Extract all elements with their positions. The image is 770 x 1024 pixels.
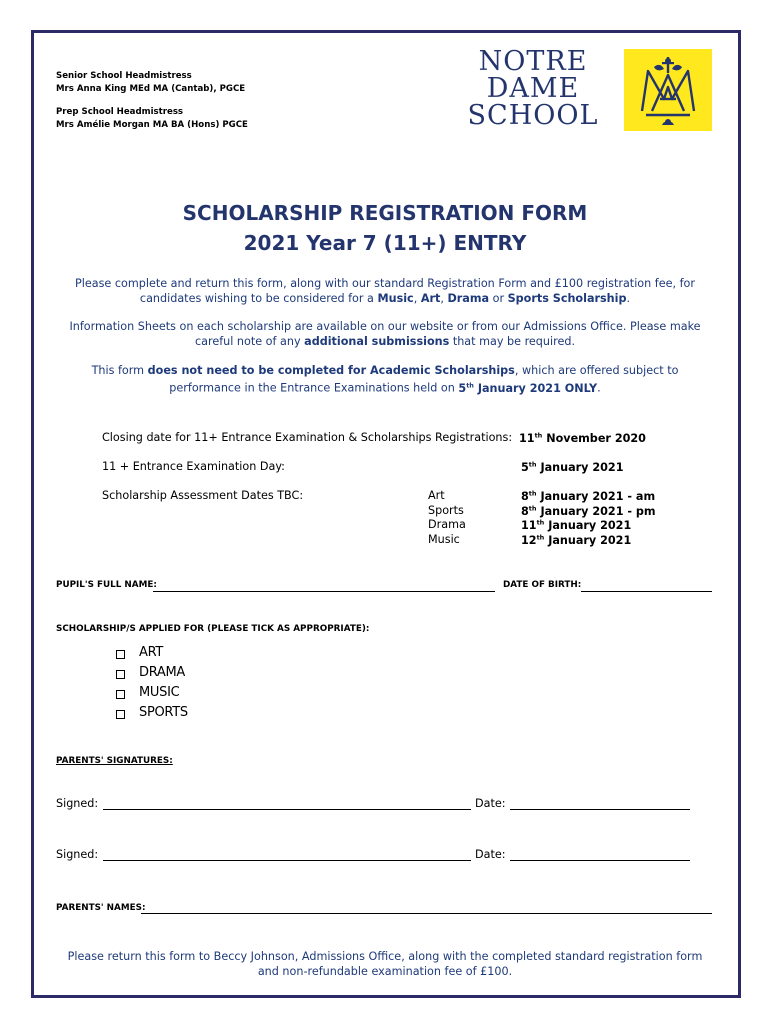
assessment-date: 11th January 2021 — [521, 518, 632, 532]
senior-head-block — [56, 70, 245, 96]
assessment-date: 8th January 2021 - am — [521, 489, 656, 503]
art-option-label: ART — [139, 645, 164, 660]
exam-day-value: 5th January 2021 — [521, 460, 624, 474]
intro-paragraph-3 — [48, 363, 722, 396]
school-crest-icon — [624, 49, 712, 131]
assessment-label: Scholarship Assessment Dates TBC: — [102, 489, 304, 502]
signature-date-field-1[interactable] — [510, 809, 690, 810]
assessment-subject: Music — [428, 533, 460, 546]
pupil-name-field[interactable] — [153, 591, 495, 592]
music-option-label: MUSIC — [139, 685, 180, 700]
date-label: Date: — [475, 797, 506, 810]
footer-line-1: Please return this form to Beccy Johnson, Admissions Office, along with the completed standard registration form — [67, 950, 703, 963]
music-checkbox[interactable] — [116, 690, 125, 699]
assessment-subject: Drama — [428, 518, 466, 531]
signed-label: Signed: — [56, 848, 99, 861]
sports-option-label: SPORTS — [139, 705, 188, 720]
intro-p3-line2: performance in the Entrance Examinations held on 5th January 2021 ONLY. — [169, 381, 601, 395]
prep-head-title: Prep School Headmistress — [56, 107, 184, 117]
assessment-date: 8th January 2021 - pm — [521, 504, 656, 518]
intro-paragraph-1 — [48, 276, 722, 306]
signature-field-2[interactable] — [103, 860, 471, 861]
form-title: SCHOLARSHIP REGISTRATION FORM — [182, 201, 588, 225]
scholarships-applied-label: SCHOLARSHIP/S APPLIED FOR (PLEASE TICK AS APPROPRIATE): — [56, 624, 370, 634]
dob-label: DATE OF BIRTH: — [503, 580, 582, 590]
logo-line-3: SCHOOL — [467, 100, 599, 131]
drama-checkbox[interactable] — [116, 670, 125, 679]
prep-head-name: Mrs Amélie Morgan MA BA (Hons) PGCE — [56, 120, 248, 130]
signed-label: Signed: — [56, 797, 99, 810]
closing-date-label: Closing date for 11+ Entrance Examination & Scholarships Registrations: — [102, 431, 513, 444]
assessment-date: 12th January 2021 — [521, 533, 632, 547]
prep-head-block — [56, 106, 248, 132]
assessment-subject: Sports — [428, 504, 464, 517]
logo-line-2: DAME — [486, 73, 580, 104]
art-checkbox[interactable] — [116, 650, 125, 659]
parents-names-field[interactable] — [141, 913, 712, 914]
footer-note — [48, 949, 722, 979]
footer-line-2: and non-refundable examination fee of £100. — [257, 965, 513, 978]
intro-p2-line1: Information Sheets on each scholarship are available on our website or from our Admissions Office. Please make — [69, 320, 701, 333]
logo-line-1: NOTRE — [478, 46, 588, 77]
sports-checkbox[interactable] — [116, 710, 125, 719]
intro-p1-line2: candidates wishing to be considered for a Music, Art, Drama or Sports Scholarship. — [139, 292, 631, 305]
assessment-subject: Art — [428, 489, 445, 502]
parents-signatures-heading: PARENTS' SIGNATURES: — [56, 756, 173, 766]
date-label: Date: — [475, 848, 506, 861]
exam-day-label: 11 + Entrance Examination Day: — [102, 460, 285, 473]
closing-date-value: 11th November 2020 — [519, 431, 646, 445]
form-subtitle: 2021 Year 7 (11+) ENTRY — [243, 231, 527, 255]
pupil-name-label: PUPIL'S FULL NAME: — [56, 580, 157, 590]
intro-p3-line1: This form does not need to be completed for Academic Scholarships, which are offered subject to — [91, 364, 679, 377]
intro-p2-line2: careful note of any additional submissions that may be required. — [194, 335, 575, 348]
signature-field-1[interactable] — [103, 809, 471, 810]
school-logo-text — [455, 48, 611, 129]
intro-paragraph-2 — [48, 319, 722, 349]
senior-head-title: Senior School Headmistress — [56, 71, 192, 81]
parents-names-label: PARENTS' NAMES: — [56, 903, 146, 913]
intro-p1-line1: Please complete and return this form, along with our standard Registration Form and £100 registration fee, for — [74, 277, 695, 290]
signature-date-field-2[interactable] — [510, 860, 690, 861]
dob-field[interactable] — [581, 591, 712, 592]
senior-head-name: Mrs Anna King MEd MA (Cantab), PGCE — [56, 84, 246, 94]
drama-option-label: DRAMA — [139, 665, 186, 680]
